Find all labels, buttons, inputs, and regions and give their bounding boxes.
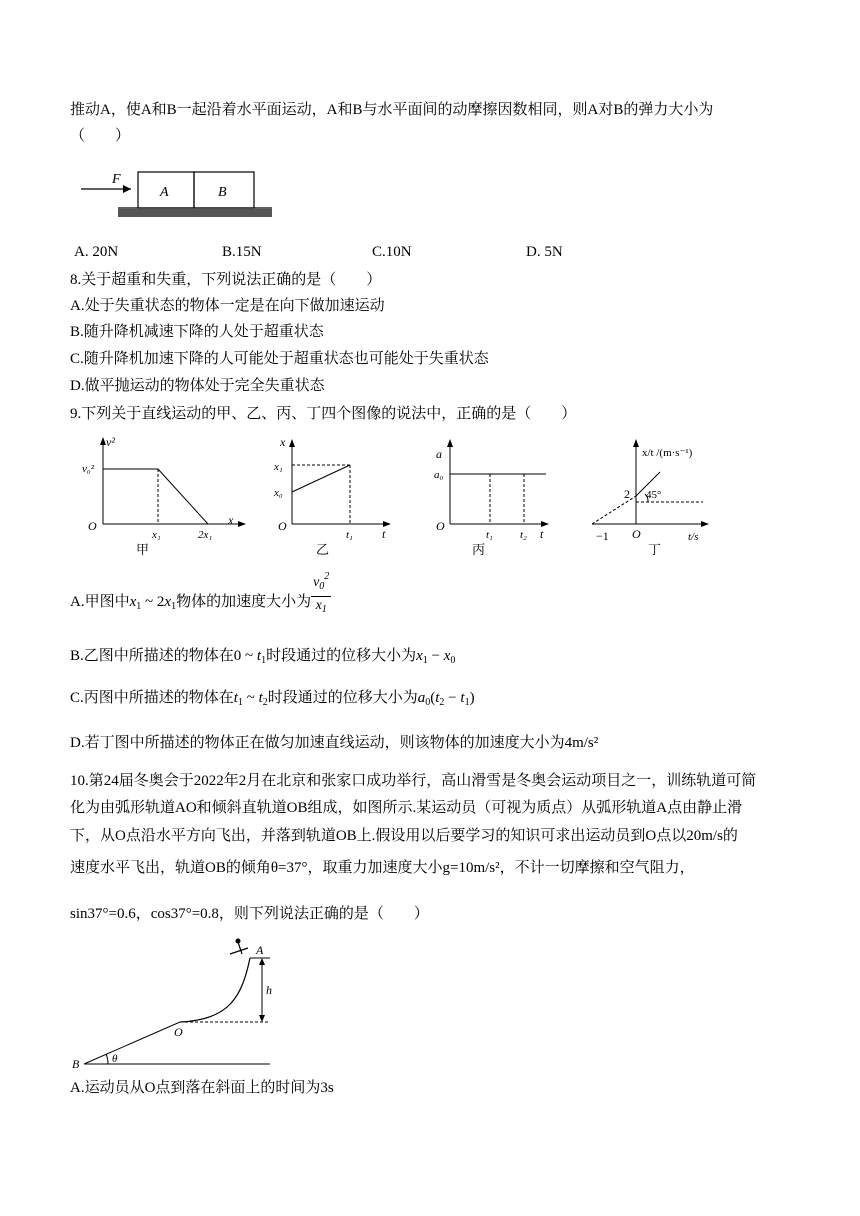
jia-xlabel: x [228, 513, 234, 527]
yi-caption: 乙 [316, 542, 330, 557]
ding-angle: 45° [646, 489, 662, 501]
q9-option-a: A.甲图中$x_1$ ~ $2x_1$物体的加速度大小为 $\frac{v_0^2}{x_1}$ [70, 586, 331, 619]
ding-xlabel: t/s [688, 531, 699, 543]
graph-jia [78, 432, 253, 557]
yi-xlabel: t [382, 527, 386, 541]
q9-stem: 9.下列关于直线运动的甲、乙、丙、丁四个图像的说法中，正确的是（ ） [70, 406, 577, 422]
yi-t1: t₁ [346, 529, 353, 541]
jia-2x1: 2x₁ [198, 529, 213, 541]
block-a-label: A [160, 185, 169, 200]
bing-ylabel: a [436, 447, 442, 461]
q10-figure-ski-track [70, 936, 290, 1071]
graph-yi [270, 432, 400, 557]
q10-stem-line5: sin37°=0.6，cos37°=0.8，则下列说法正确的是（ ） [70, 906, 429, 922]
ding-ylabel: x/t /(m·s⁻¹) [642, 447, 693, 459]
q7-stem-line1: 推动A，使A和B一起沿着水平面运动，A和B与水平面间的动摩擦因数相同，则A对B的弹力大小为 [70, 102, 714, 118]
q7-option-a: A. 20N [74, 244, 119, 260]
q10-stem-line3: 下，从O点沿水平方向飞出，并落到轨道OB上.假设用以后要学习的知识可求出运动员到O点以20m/s的 [70, 828, 738, 844]
bing-t2: t₂ [520, 529, 527, 541]
q7-option-c: C.10N [372, 244, 412, 260]
q9-option-d: D.若丁图中所描述的物体正在做匀加速直线运动，则该物体的加速度大小为4m/s² [70, 735, 599, 751]
bing-caption: 丙 [472, 542, 486, 557]
yi-x0: x₀ [274, 487, 283, 499]
theta-label: θ [112, 1053, 118, 1065]
force-label: F [112, 172, 121, 187]
jia-ylabel: v² [106, 435, 115, 449]
ding-y0: 2 [624, 487, 630, 501]
jia-v0sq: v₀² [82, 463, 95, 475]
graph-ding [588, 432, 728, 557]
q7-option-d: D. 5N [526, 244, 563, 260]
height-label: h [266, 983, 272, 997]
q9-option-c: C.丙图中所描述的物体在$t_1$ ~ $t_2$时段通过的位移大小为$a_0(t_2 - t_1)$ [70, 690, 475, 708]
q8-option-d: D.做平抛运动的物体处于完全失重状态 [70, 378, 325, 394]
ding-caption: 丁 [648, 542, 662, 557]
point-b-label: B [72, 1057, 80, 1071]
jia-caption: 甲 [136, 542, 150, 557]
q7-stem-line2: （ ） [70, 128, 131, 144]
q7-option-b: B.15N [222, 244, 262, 260]
bing-a0: a₀ [434, 469, 444, 481]
q10-stem-line4: 速度水平飞出，轨道OB的倾角θ=37°，取重力加速度大小g=10m/s²，不计一切摩擦和空气阻力， [70, 860, 695, 876]
bing-origin: O [436, 519, 445, 533]
ding-origin: O [632, 527, 641, 541]
q7-figure-blocks [76, 155, 296, 230]
q10-stem-line1: 10.第24届冬奥会于2022年2月在北京和张家口成功举行，高山滑雪是冬奥会运动项目之一，训练轨道可简 [70, 773, 757, 789]
q10-option-a: A.运动员从O点到落在斜面上的时间为3s [70, 1080, 334, 1096]
ding-neg1: −1 [596, 529, 609, 543]
q8-option-a: A.处于失重状态的物体一定是在向下做加速运动 [70, 298, 385, 314]
q9-option-b: B.乙图中所描述的物体在0 ~ $t_1$时段通过的位移大小为$x_1 - x_0$ [70, 648, 456, 666]
jia-origin: O [88, 519, 97, 533]
yi-ylabel: x [280, 435, 286, 449]
q10-stem-line2: 化为由弧形轨道AO和倾斜直轨道OB组成，如图所示.某运动员（可视为质点）从弧形轨道A点由静止滑 [70, 800, 743, 816]
bing-t1: t₁ [486, 529, 493, 541]
point-a-label: A [256, 943, 264, 957]
q8-option-b: B.随升降机减速下降的人处于超重状态 [70, 324, 324, 340]
yi-x1: x₁ [274, 461, 283, 473]
q8-stem: 8.关于超重和失重，下列说法正确的是（ ） [70, 272, 382, 288]
jia-x1: x₁ [152, 529, 161, 541]
skier-icon [230, 939, 248, 955]
bing-xlabel: t [540, 527, 544, 541]
yi-origin: O [278, 519, 287, 533]
block-b-label: B [218, 185, 227, 200]
point-o-label: O [174, 1025, 183, 1039]
q8-option-c: C.随升降机加速下降的人可能处于超重状态也可能处于失重状态 [70, 351, 489, 367]
graph-bing [428, 432, 558, 557]
